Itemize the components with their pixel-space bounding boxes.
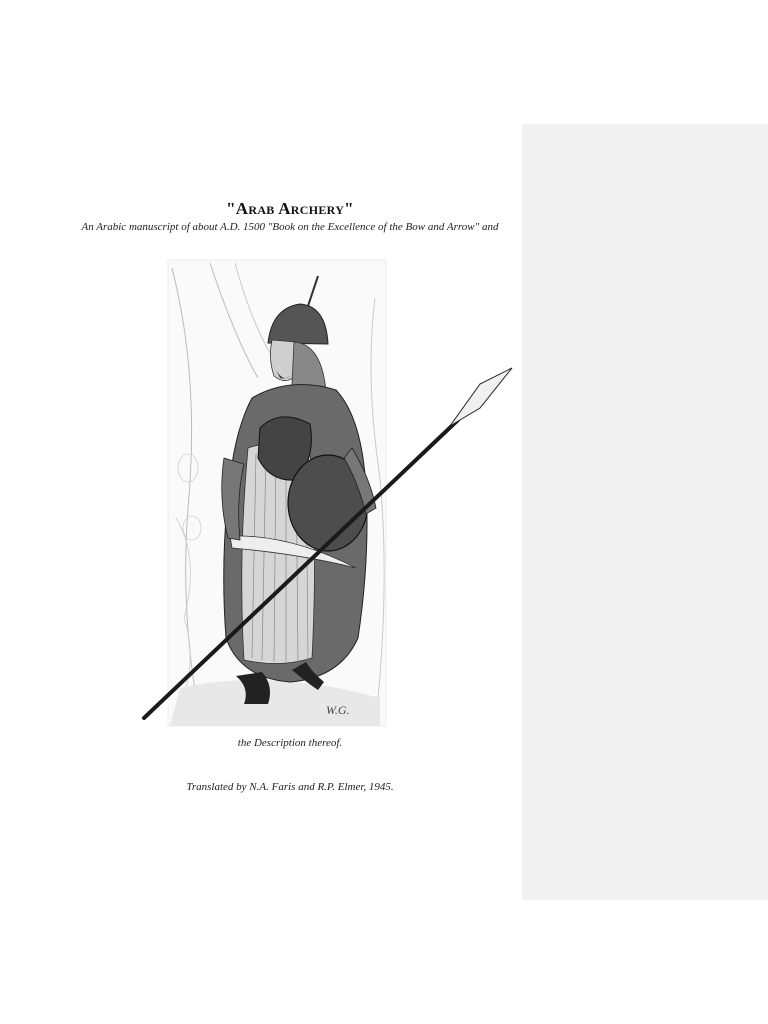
- document-caption: the Description thereof.: [237, 737, 343, 749]
- translation-credit: Translated by N.A. Faris and R.P. Elmer, 1945.: [186, 781, 394, 793]
- document-subtitle: An Arabic manuscript of about A.D. 1500 "Book on the Excellence of the Bow and Arrow" and: [81, 221, 499, 233]
- artist-monogram: W.G.: [326, 703, 350, 717]
- warrior-engraving: [140, 258, 520, 728]
- document-title: "Arab Archery": [226, 199, 354, 218]
